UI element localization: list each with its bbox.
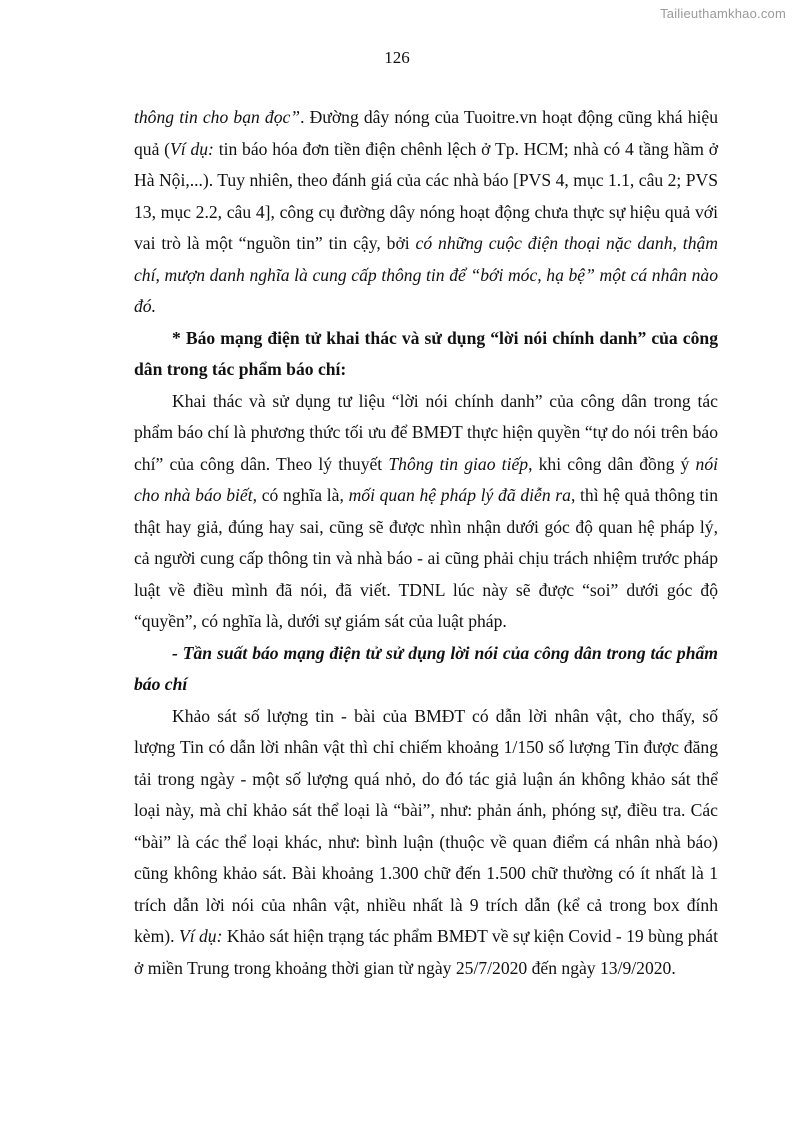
p2-text-4: , thì hệ quả thông tin thật hay giả, đúng hay sai, cũng sẽ được nhìn nhận dưới góc độ quan hệ pháp lý, cả người cung cấp thông tin và nhà báo - ai cũng phải chịu trách nhiệm trước pháp luật về điều mình đã nói, đã viết. TDNL lúc này sẽ được “soi” dưới góc độ “quyền”, có nghĩa là, dưới sự giám sát của luật pháp. — [134, 485, 719, 631]
p1-italic-2: Ví dụ: — [170, 138, 214, 159]
paragraph-2 — [134, 386, 718, 638]
section-heading-1: * Báo mạng điện tử khai thác và sử dụng “lời nói chính danh” của công dân trong tác phẩm báo chí: — [134, 327, 718, 379]
p2-text-1: Khai thác và sử dụng tư liệu “lời nói chính danh” của công dân trong tác phẩm báo chí là phương thức tối ưu để BMĐT thực hiện quyền “tự do nói trên báo chí” của công dân. Theo lý thuyết — [134, 390, 718, 474]
section-heading-2: - Tần suất báo mạng điện tử sử dụng lời nói của công dân trong tác phẩm báo chí — [134, 642, 718, 694]
p1-italic-3: có những cuộc điện thoại nặc danh, thậm chí, mượn danh nghĩa là cung cấp thông tin để “bới móc, hạ bệ” một cá nhân nào đó. — [134, 233, 718, 316]
watermark: Tailieuthamkhao.com — [660, 6, 786, 21]
page-number: 126 — [384, 48, 410, 67]
p3-text-2: Khảo sát hiện trạng tác phẩm BMĐT về sự kiện Covid - 19 bùng phát ở miền Trung trong khoảng thời gian từ ngày 25/7/2020 đến ngày 13/9/2020. — [134, 926, 718, 978]
p2-italic-2: nói cho nhà báo biết — [134, 453, 718, 505]
p1-italic-1: thông tin cho bạn đọc” — [134, 107, 301, 127]
p1-text-2: tin báo hóa đơn tiền điện chênh lệch ở Tp. HCM; nhà có 4 tầng hầm ở Hà Nội,...). Tuy nhiên, theo đánh giá của các nhà báo [PVS 4, mục 1.1, câu 2; PVS 13, mục 2.2, câu 4], công cụ đường dây nóng hoạt động chưa thực sự hiệu quả với vai trò là một “nguồn tin” tin cậy, bởi — [134, 138, 718, 253]
p2-text-3: , có nghĩa là, — [252, 485, 349, 505]
p3-italic-1: Ví dụ: — [178, 926, 223, 946]
paragraph-1 — [134, 102, 718, 323]
paragraph-3 — [134, 701, 718, 985]
p2-italic-1: Thông tin giao tiếp — [388, 453, 529, 474]
p2-italic-3: mối quan hệ pháp lý đã diễn ra — [348, 485, 571, 505]
document-body — [134, 102, 718, 984]
p1-text-1: . Đường dây nóng của Tuoitre.vn hoạt động cũng khá hiệu quả ( — [134, 107, 718, 159]
p2-text-2: , khi công dân đồng ý — [528, 453, 696, 474]
p3-text-1: Khảo sát số lượng tin - bài của BMĐT có dẫn lời nhân vật, cho thấy, số lượng Tin có dẫn lời nhân vật thì chỉ chiếm khoảng 1/150 số lượng Tin được đăng tải trong ngày - một số lượng quá nhỏ, do đó tác giả luận án không khảo sát thể loại này, mà chỉ khảo sát thể loại là “bài”, như: phản ánh, phóng sự, điều tra. Các “bài” là các thể loại khác, như: bình luận (thuộc về quan điểm cá nhân nhà báo) cũng không khảo sát. Bài khoảng 1.300 chữ đến 1.500 chữ thường có ít nhất là 1 trích dẫn lời nói của nhân vật, nhiều nhất là 9 trích dẫn (kể cả trong box đính kèm). — [134, 705, 718, 946]
